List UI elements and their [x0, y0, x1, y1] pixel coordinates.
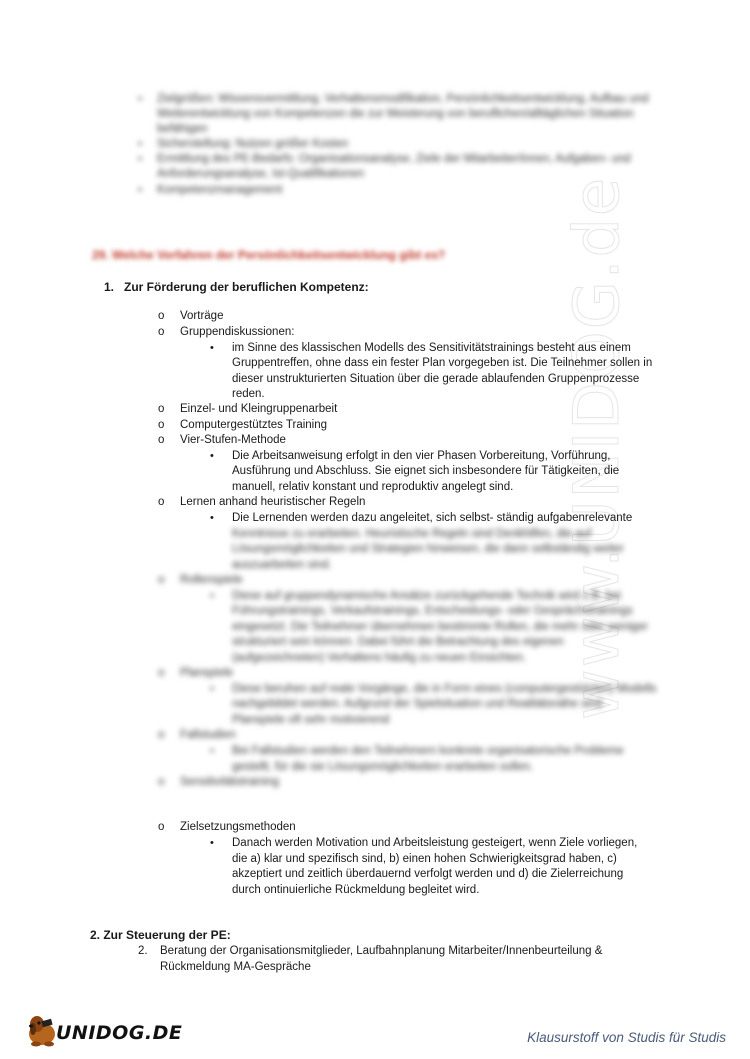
sub-item-line: Die Arbeitsanweisung erfolgt in den vier Phasen Vorbereitung, Vorführung, — [232, 450, 611, 462]
circle-bullet: o — [158, 326, 165, 338]
blurred-line: Zielgrößen: Wissensvermittlung, Verhaltensmodifikation, Persönlichkeitsentwicklung, Aufbau und — [157, 93, 649, 105]
blurred-line: Diese beruhen auf reale Vorgänge, die in Form eines (computergestützten) Modells — [232, 683, 657, 695]
blurred-line: befähigen — [157, 123, 208, 135]
blurred-list-item: Fallstudien — [180, 729, 236, 741]
circle-bullet: o — [158, 403, 165, 415]
list-item: Zielsetzungsmethoden — [180, 821, 296, 833]
footer-slogan: Klausurstoff von Studis für Studis — [527, 1030, 726, 1045]
bullet-dot: • — [138, 153, 142, 165]
list-item: Vorträge — [180, 310, 224, 322]
blurred-line: gestellt, für die sie Lösungsmöglichkeiten erarbeiten sollen. — [232, 761, 534, 773]
circle-bullet: o — [158, 419, 165, 431]
list-item: Vier-Stufen-Methode — [180, 434, 286, 446]
logo-text: UNIDOG.DE — [56, 1022, 183, 1044]
bullet-dot: • — [210, 342, 214, 354]
blurred-line: Bei Fallstudien werden den Teilnehmern konkrete organisatorische Probleme — [232, 745, 624, 757]
bullet-dot: • — [138, 93, 142, 105]
blurred-line: Anforderungsanalyse, Ist-Qualifikationen — [157, 168, 365, 180]
bullet-dot: • — [138, 184, 142, 196]
section2-title: 2. Zur Steuerung der PE: — [90, 928, 231, 942]
circle-bullet: o — [158, 821, 165, 833]
sub-item-line: Die Lernenden werden dazu angeleitet, sich selbst- ständig aufgabenrelevante — [232, 512, 633, 524]
sub-item-line: durch ontinuierliche Rückmeldung begleitet wird. — [232, 884, 480, 896]
blurred-line: (aufgezeichneten) Verhaltens häufig zu neuen Einsichten. — [232, 652, 527, 664]
circle-bullet: o — [158, 574, 165, 586]
blurred-line: Ermittlung des PE-Bedarfs: Organisationsanalyse, Ziele der Mitarbeiter/innen, Aufgaben- und — [157, 153, 631, 165]
bullet-dot: • — [210, 745, 214, 757]
circle-bullet: o — [158, 496, 165, 508]
blurred-line: Kompetenzmanagement — [157, 184, 283, 196]
circle-bullet: o — [158, 667, 165, 679]
circle-bullet: o — [158, 776, 165, 788]
sub-item-line: reden. — [232, 388, 265, 400]
bullet-dot: • — [210, 590, 214, 602]
list-item: Einzel- und Kleingruppenarbeit — [180, 403, 338, 415]
blurred-line: Sicherstellung: Nutzen größer Kosten — [157, 138, 349, 150]
sub-item-line: Danach werden Motivation und Arbeitsleistung gesteigert, wenn Ziele vorliegen, — [232, 837, 638, 849]
blurred-line: Führungstrainings, Verkaufstrainings, Entscheidungs- oder Gesprächstrainings — [232, 605, 633, 617]
question-heading: 29. Welche Verfahren der Persönlichkeitsentwicklung gibt es? — [92, 248, 446, 262]
watermark-text: www.UNIDOG.de — [560, 176, 633, 720]
blurred-line: Planspiele oft sehr motivierend — [232, 714, 390, 726]
blurred-list-item: Sensitivitätstraining — [180, 776, 280, 788]
sub-item-line: manuell, relativ konstant und reproduktiv angelegt sind. — [232, 481, 514, 493]
list-item: Lernen anhand heuristischer Regeln — [180, 496, 366, 508]
section2-item-line: Rückmeldung MA-Gespräche — [160, 961, 311, 973]
sub-item-line: akzeptiert und zeitlich überdauernd verfolgt werden und d) die Zielerreichung — [232, 868, 624, 880]
blurred-line: Weiterentwicklung von Kompetenzen die zur Meisterung von beruflichen/alltäglichen Situation — [157, 108, 634, 120]
bullet-dot: • — [210, 683, 214, 695]
sub-item-line: im Sinne des klassischen Modells des Sensitivitätstrainings besteht aus einem — [232, 342, 631, 354]
blurred-list-item: Planspiele — [180, 667, 234, 679]
list-item: Gruppendiskussionen: — [180, 326, 295, 338]
blurred-line: Kenntnisse zu erarbeiten. Heuristische Regeln sind Denkhilfen, die auf — [232, 528, 592, 540]
dog-mascot-icon — [29, 1016, 55, 1047]
blurred-line: nachgebildet werden. Aufgrund der Spielsituation und Realitätsnähe sind — [232, 698, 603, 710]
sub-item-line: dieser unstrukturierten Situation über die gerade ablaufenden Gruppenprozesse — [232, 373, 640, 385]
circle-bullet: o — [158, 310, 165, 322]
bullet-dot: • — [210, 837, 214, 849]
blurred-line: auszuarbeiten sind. — [232, 559, 332, 571]
bullet-dot: • — [138, 138, 142, 150]
sub-item-line: Ausführung und Abschluss. Sie eignet sich insbesondere für Tätigkeiten, die — [232, 465, 620, 477]
circle-bullet: o — [158, 729, 165, 741]
section2-item-line: Beratung der Organisationsmitglieder, Laufbahnplanung Mitarbeiter/Innenbeurteilung & — [160, 945, 603, 957]
list-item: Computergestütztes Training — [180, 419, 328, 431]
sub-item-line: die a) klar und spezifisch sind, b) einen hohen Schwierigkeitsgrad haben, c) — [232, 853, 617, 865]
blurred-line: Diese auf gruppendynamische Ansätze zurückgehende Technik wird z.B. bei — [232, 590, 622, 602]
section1-number: 1. — [104, 280, 115, 294]
bullet-dot: • — [210, 512, 214, 524]
blurred-line: strukturiert sein können. Dabei führt die Betrachtung des eigenen — [232, 636, 564, 648]
blurred-list-item: Rollenspiele — [180, 574, 243, 586]
sub-item-line: Gruppentreffen, ohne dass ein fester Plan vorgegeben ist. Die Teilnehmer sollen in — [232, 357, 653, 369]
bullet-dot: • — [210, 450, 214, 462]
blurred-line: Lösungsmöglichkeiten und Strategien hinweisen, die dann selbständig weiter — [232, 543, 624, 555]
section2-item-number: 2. — [138, 945, 148, 957]
blurred-line: eingesetzt. Die Teilnehmer übernehmen bestimmte Rollen, die mehr oder weniger — [232, 621, 648, 633]
circle-bullet: o — [158, 434, 165, 446]
section1-title: Zur Förderung der beruflichen Kompetenz: — [124, 280, 369, 294]
